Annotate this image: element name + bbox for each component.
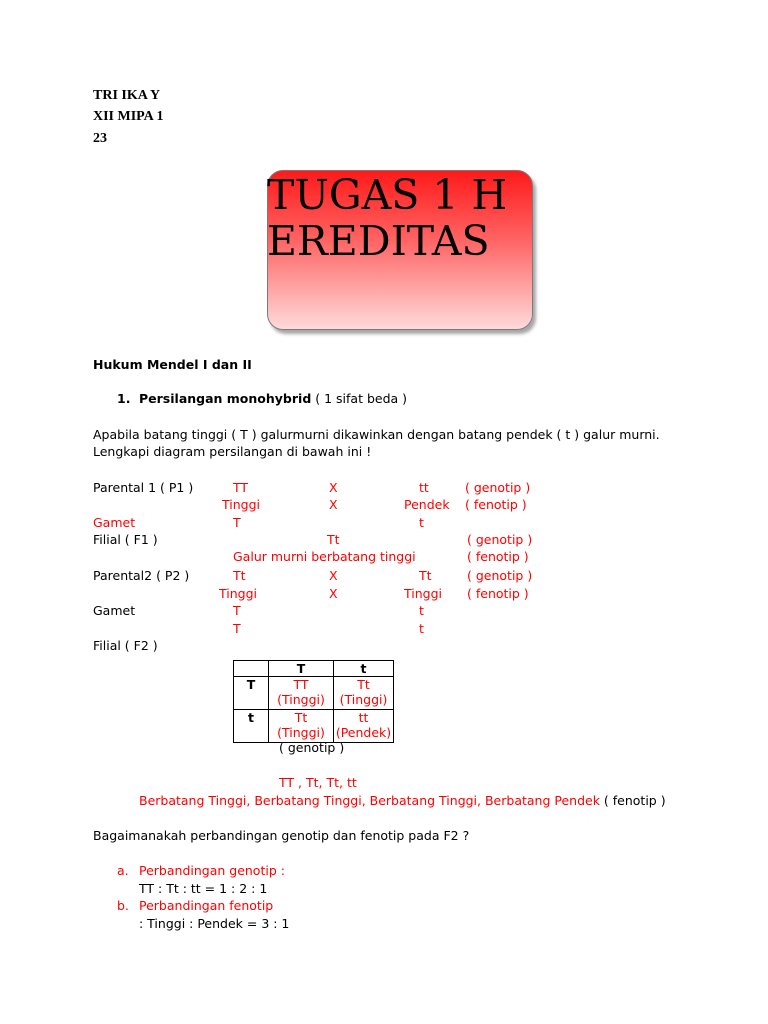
gamet1-b: t [419, 515, 424, 530]
p2-phenotype-note: ( fenotip ) [467, 586, 529, 601]
p1-cross-x: X [329, 480, 338, 495]
p2-label: Parental2 ( P2 ) [93, 568, 190, 583]
gamet2-a1: T [233, 603, 241, 618]
p2-genotype-a: Tt [233, 568, 246, 583]
answer-b-marker: b. [117, 898, 129, 913]
punnett-cell-phenotype: (Tinggi) [277, 692, 325, 707]
p2-phenotype-a: Tinggi [219, 586, 257, 601]
answer-a-value: TT : Tt : tt = 1 : 2 : 1 [139, 881, 268, 896]
p2-cross-x: X [329, 568, 338, 583]
item-note: ( 1 sifat beda ) [315, 391, 408, 406]
student-name: TRI IKA Y [93, 88, 161, 103]
punnett-cell-phenotype: (Pendek) [335, 725, 392, 740]
p1-genotype-a: TT [233, 480, 249, 495]
answer-b-value: : Tinggi : Pendek = 3 : 1 [139, 916, 290, 931]
f1-label: Filial ( F1 ) [93, 532, 158, 547]
intro-line-2: Lengkapi diagram persilangan di bawah ini ! [93, 444, 372, 459]
f2-phenotypes: Berbatang Tinggi, Berbatang Tinggi, Berbatang Tinggi, Berbatang Pendek [139, 793, 600, 808]
gamet2-label: Gamet [93, 603, 136, 618]
f1-phenotype: Galur murni berbatang tinggi [233, 549, 416, 564]
gamet2-a2: T [233, 621, 241, 636]
answer-b-title: Perbandingan fenotip [139, 898, 274, 913]
student-number: 23 [93, 131, 107, 146]
punnett-cell [334, 710, 394, 743]
punnett-cell-genotype: Tt [294, 710, 308, 725]
p2-phenotype-x: X [329, 586, 338, 601]
punnett-row-header: T [234, 677, 269, 710]
f1-genotype-note: ( genotip ) [467, 532, 533, 547]
p1-genotype-b: tt [419, 480, 429, 495]
item-title-line [139, 391, 407, 407]
f2-phenotype-note: ( fenotip ) [603, 793, 666, 808]
punnett-cell-genotype: Tt [357, 677, 370, 692]
f2-label: Filial ( F2 ) [93, 638, 158, 653]
question-text: Bagaimanakah perbandingan genotip dan fenotip pada F2 ? [93, 828, 470, 843]
item-title: Persilangan monohybrid [139, 391, 312, 406]
section-title: Hukum Mendel I dan II [93, 357, 252, 372]
punnett-col-header: T [269, 661, 334, 677]
punnett-cell-phenotype: (Tinggi) [277, 725, 325, 740]
p1-genotype-note: ( genotip ) [465, 480, 531, 495]
gamet2-b2: t [419, 621, 424, 636]
p1-label: Parental 1 ( P1 ) [93, 480, 194, 495]
student-class: XII MIPA 1 [93, 109, 164, 124]
p1-phenotype-note: ( fenotip ) [465, 497, 527, 512]
punnett-col-header: t [334, 661, 394, 677]
punnett-cell [334, 677, 394, 710]
f1-genotype: Tt [327, 532, 340, 547]
f2-genotypes: TT , Tt, Tt, tt [279, 775, 357, 790]
answer-a-marker: a. [117, 863, 129, 878]
item-number: 1. [117, 391, 131, 406]
punnett-cell-phenotype: (Tinggi) [339, 692, 388, 707]
p1-phenotype-a: Tinggi [222, 497, 260, 512]
punnett-corner [234, 661, 269, 677]
p1-phenotype-b: Pendek [404, 497, 450, 512]
f1-phenotype-note: ( fenotip ) [467, 549, 529, 564]
p2-genotype-note: ( genotip ) [467, 568, 533, 583]
gamet2-b1: t [419, 603, 424, 618]
punnett-caption: ( genotip ) [279, 740, 345, 755]
gamet1-a: T [233, 515, 241, 530]
punnett-cell [269, 677, 334, 710]
answer-a-title: Perbandingan genotip : [139, 863, 285, 878]
gamet1-label: Gamet [93, 515, 136, 530]
punnett-cell-genotype: TT [293, 677, 309, 692]
p1-phenotype-x: X [329, 497, 338, 512]
document-title: TUGAS 1 HEREDITAS [267, 171, 508, 265]
intro-line-1: Apabila batang tinggi ( T ) galurmurni dikawinkan dengan batang pendek ( t ) galur murni. [93, 427, 660, 442]
f2-phenotypes-line [139, 793, 666, 809]
punnett-cell-genotype: tt [358, 710, 369, 725]
p2-genotype-b: Tt [419, 568, 432, 583]
p2-phenotype-b: Tinggi [404, 586, 442, 601]
punnett-row-header: t [234, 710, 269, 743]
punnett-square [233, 660, 394, 743]
punnett-cell [269, 710, 334, 743]
